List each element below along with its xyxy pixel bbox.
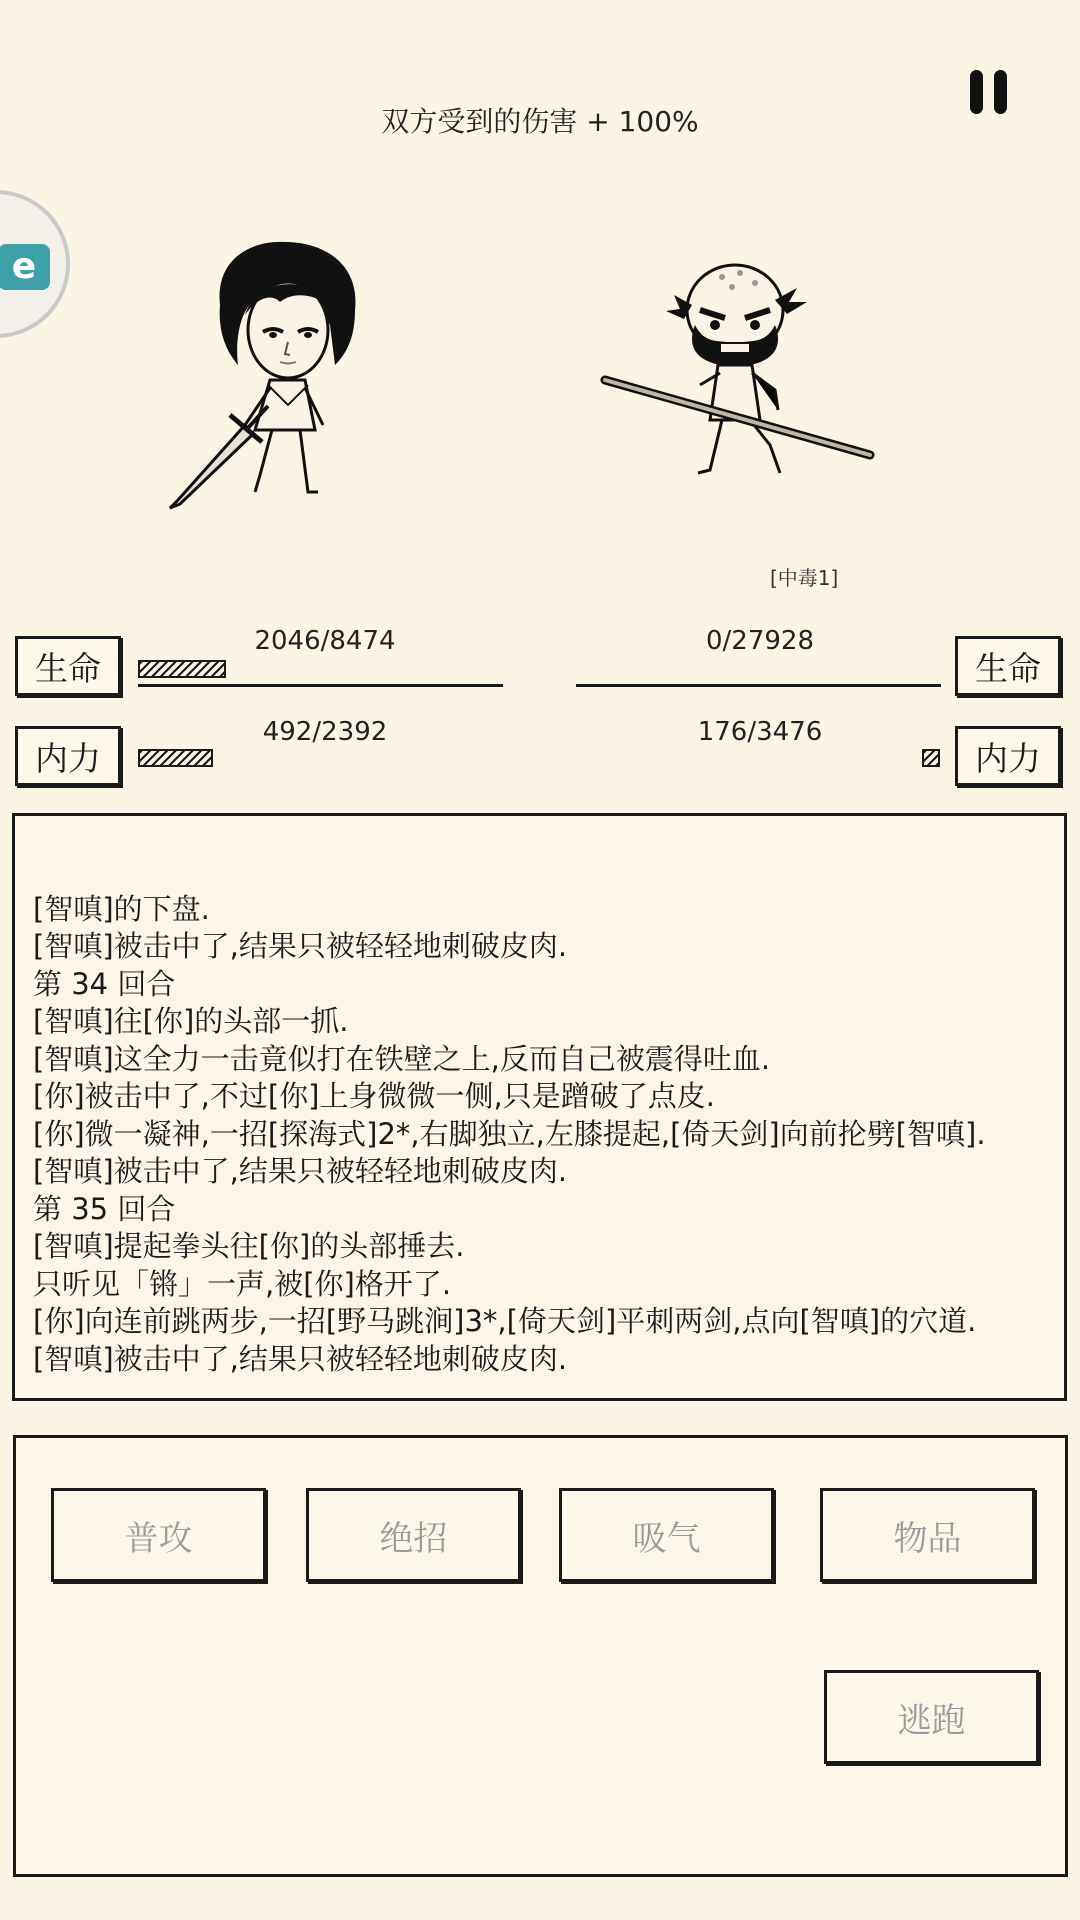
player-hp-bar bbox=[138, 660, 226, 678]
enemy-mp-bar bbox=[922, 749, 940, 767]
ultimate-button[interactable]: 绝招 bbox=[306, 1488, 521, 1582]
log-line: 只听见「锵」一声,被[你]格开了. bbox=[33, 1266, 452, 1301]
player-mp-label: 内力 bbox=[15, 726, 121, 786]
log-line: [智嗔]的下盘. bbox=[33, 891, 210, 926]
log-line: 第 34 回合 bbox=[33, 966, 176, 1001]
player-hp-label: 生命 bbox=[15, 636, 121, 696]
log-line: [你]微一凝神,一招[探海式]2*,右脚独立,左膝提起,[倚天剑]向前抡劈[智嗔]. bbox=[33, 1116, 986, 1151]
log-line: [智嗔]被击中了,结果只被轻轻地刺破皮肉. bbox=[33, 1154, 568, 1188]
items-button[interactable]: 物品 bbox=[820, 1488, 1035, 1582]
log-line: [你]被击中了,不过[你]上身微微一侧,只是蹭破了点皮. bbox=[33, 1079, 715, 1113]
battle-log-lines bbox=[33, 891, 1048, 1379]
enemy-hp-track bbox=[576, 684, 941, 687]
log-line: [智嗔]被击中了,结果只被轻轻地刺破皮肉. bbox=[33, 1341, 568, 1376]
player-hp-track bbox=[138, 684, 503, 687]
enemy-character bbox=[600, 255, 880, 505]
assistant-logo-icon: e bbox=[0, 244, 50, 290]
log-line: 第 35 回合 bbox=[33, 1191, 176, 1226]
action-panel bbox=[13, 1435, 1068, 1877]
battle-log[interactable] bbox=[12, 813, 1067, 1401]
floating-assistant-button[interactable] bbox=[0, 190, 70, 338]
flee-button[interactable]: 逃跑 bbox=[824, 1670, 1039, 1764]
player-mp-bar bbox=[138, 749, 213, 767]
enemy-hp-label: 生命 bbox=[955, 636, 1061, 696]
log-line: [智嗔]提起拳头往[你]的头部捶去. bbox=[33, 1229, 465, 1263]
player-mp-value: 492/2392 bbox=[262, 717, 388, 747]
player-character bbox=[160, 230, 420, 510]
enemy-hp-value: 0/27928 bbox=[705, 626, 814, 656]
player-hp-value: 2046/8474 bbox=[254, 626, 396, 656]
log-line: [智嗔]被击中了,结果只被轻轻地刺破皮肉. bbox=[33, 929, 568, 963]
damage-modifier-text: 双方受到的伤害 + 100% bbox=[381, 105, 699, 138]
log-line: [你]向连前跳两步,一招[野马跳涧]3*,[倚天剑]平刺两剑,点向[智嗔]的穴道. bbox=[33, 1304, 977, 1338]
enemy-mp-value: 176/3476 bbox=[697, 717, 823, 747]
breathe-button[interactable]: 吸气 bbox=[559, 1488, 774, 1582]
enemy-mp-label: 内力 bbox=[955, 726, 1061, 786]
attack-button[interactable]: 普攻 bbox=[51, 1488, 266, 1582]
enemy-status-tag: [中毒1] bbox=[770, 566, 839, 590]
log-line: [智嗔]往[你]的头部一抓. bbox=[33, 1004, 349, 1038]
log-line: [智嗔]这全力一击竟似打在铁壁之上,反而自己被震得吐血. bbox=[33, 1041, 771, 1076]
